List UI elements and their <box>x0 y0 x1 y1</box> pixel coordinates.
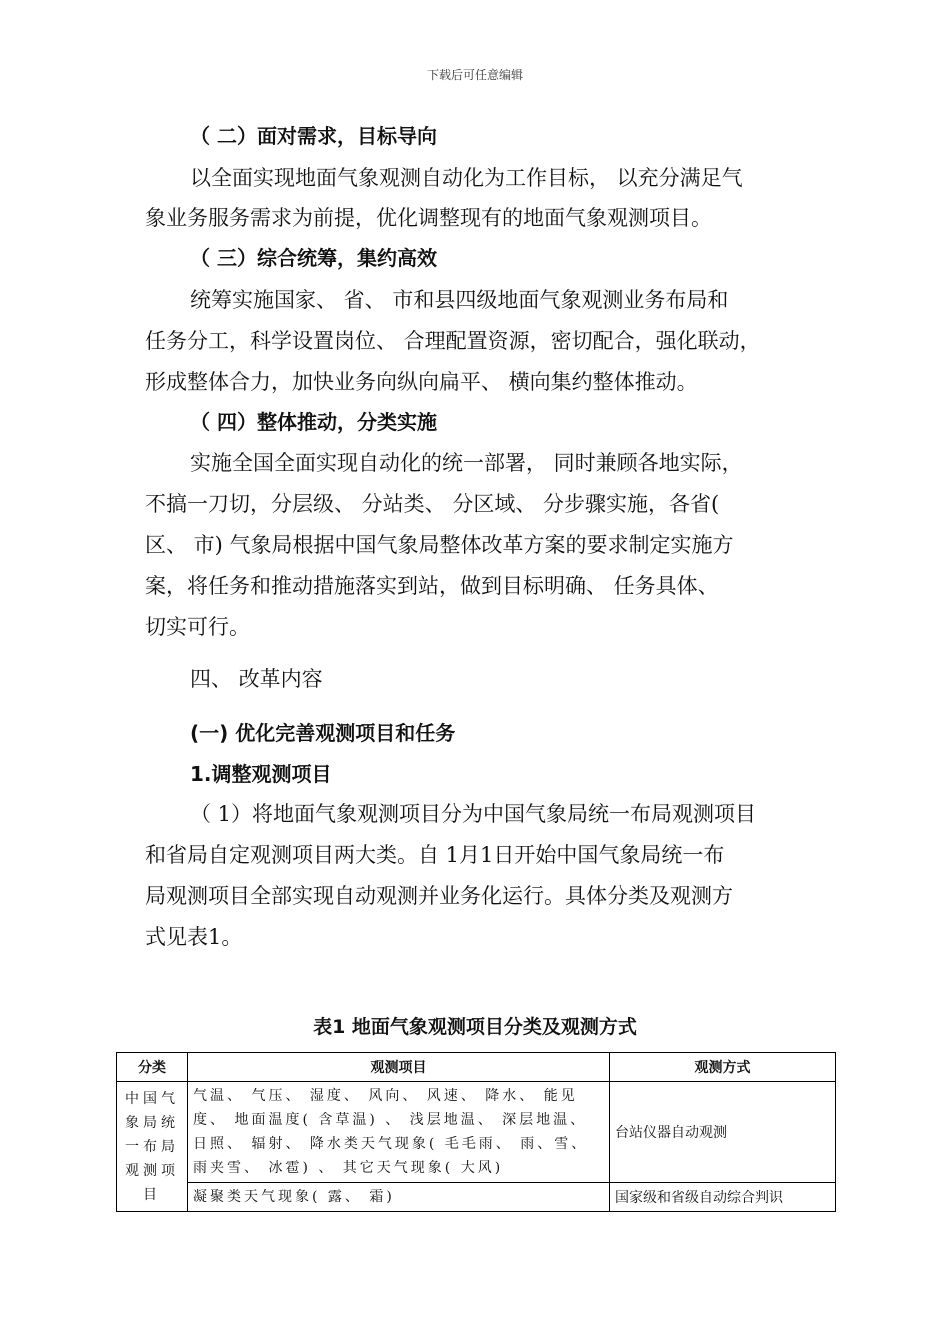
observation-table <box>116 1052 836 1212</box>
items-cell: 凝聚类天气现象( 露、 霜) <box>188 1183 610 1212</box>
paragraph-line: 切实可行。 <box>145 615 250 639</box>
paragraph-line: 式见表1。 <box>145 925 243 949</box>
paragraph-line: 案，将任务和推动措施落实到站，做到目标明确、 任务具体、 <box>145 574 719 598</box>
paragraph-line: 实施全国全面实现自动化的统一部署， 同时兼顾各地实际， <box>190 451 743 475</box>
method-cell: 国家级和省级自动综合判识 <box>610 1183 836 1212</box>
paragraph-line: 以全面实现地面气象观测自动化为工作目标， 以充分满足气 <box>190 166 743 190</box>
table-caption: 表1 地面气象观测项目分类及观测方式 <box>313 1016 637 1038</box>
paragraph-line: 形成整体合力，加快业务向纵向扁平、 横向集约整体推动。 <box>145 370 698 394</box>
paragraph-line: 任务分工，科学设置岗位、 合理配置资源，密切配合，强化联动， <box>145 329 761 353</box>
heading-4: （ 四）整体推动，分类实施 <box>190 410 437 434</box>
section-heading: 四、 改革内容 <box>190 667 323 691</box>
paragraph-line: 象业务服务需求为前提，优化调整现有的地面气象观测项目。 <box>145 206 712 230</box>
item-heading: 1.调整观测项目 <box>190 762 332 786</box>
table-row <box>117 1183 836 1212</box>
table-header-row <box>117 1053 836 1082</box>
paragraph-line: 区、 市) 气象局根据中国气象局整体改革方案的要求制定实施方 <box>145 533 734 557</box>
paragraph-line: 统筹实施国家、 省、 市和县四级地面气象观测业务布局和 <box>190 288 729 312</box>
page-header: 下载后可任意编辑 <box>426 68 523 82</box>
paragraph-line: （ 1）将地面气象观测项目分为中国气象局统一布局观测项目 <box>190 802 757 826</box>
header-method: 观测方式 <box>610 1053 836 1082</box>
header-items: 观测项目 <box>188 1053 610 1082</box>
header-category: 分类 <box>117 1053 188 1082</box>
category-cell: 中国气象局统一布局观测项目 <box>117 1082 188 1212</box>
paragraph-line: 和省局自定观测项目两大类。自 1月1日开始中国气象局统一布 <box>145 843 725 867</box>
heading-3: （ 三）综合统筹，集约高效 <box>190 246 437 270</box>
paragraph-line: 不搞一刀切，分层级、 分站类、 分区域、 分步骤实施，各省( <box>145 492 720 516</box>
heading-2: （ 二）面对需求，目标导向 <box>190 124 437 148</box>
items-cell: 气温、 气压、 湿度、 风向、 风速、 降水、 能见度、 地面温度( 含草温) 、 浅层地温、 深层地温、日照、 辐射、 降水类天气现象( 毛毛雨、 雨、雪、 雨夹雪、 冰雹) 、 其它天气现象( 大风) <box>188 1082 610 1183</box>
table-row <box>117 1082 836 1183</box>
subsection-heading: (一) 优化完善观测项目和任务 <box>190 721 456 745</box>
method-cell: 台站仪器自动观测 <box>610 1082 836 1183</box>
paragraph-line: 局观测项目全部实现自动观测并业务化运行。具体分类及观测方 <box>145 884 733 908</box>
